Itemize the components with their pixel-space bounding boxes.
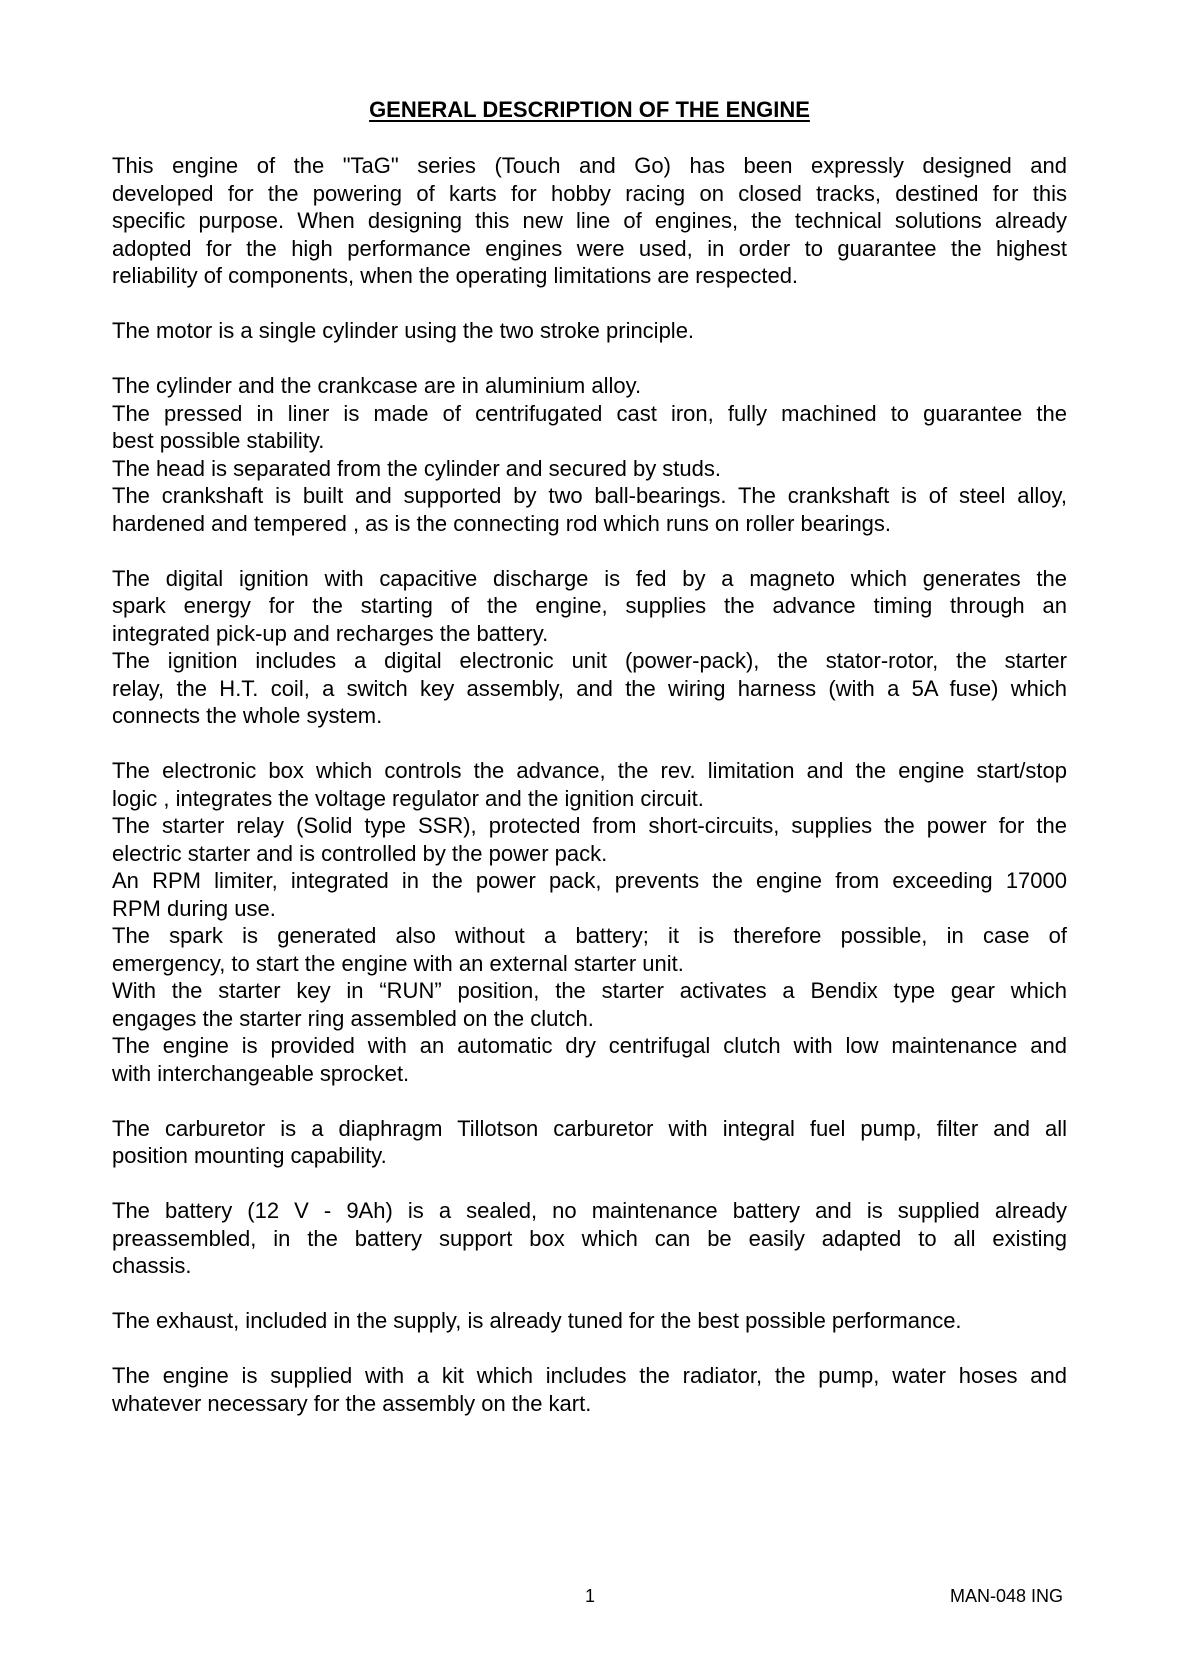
text-line: RPM during use. [112,895,276,921]
text-line: electric starter and is controlled by the power pack. [112,840,608,866]
paragraph [112,1197,1067,1280]
text-line: This engine of the "TaG" series (Touch and Go) has been expressly designed and [112,153,1067,178]
text-line: preassembled, in the battery support box which can be easily adapted to all existing [112,1225,1067,1251]
text-line: The crankshaft is built and supported by two ball-bearings. The crankshaft is of steel alloy, [112,483,1067,508]
paragraph-group [112,757,1067,1087]
paragraph [112,922,1067,977]
paragraph [112,152,1067,290]
text-line: engages the starter ring assembled on the clutch. [112,1005,594,1031]
text-line: hardened and tempered , as is the connecting rod which runs on roller bearings. [112,510,892,536]
paragraph [112,867,1067,922]
text-line: with interchangeable sprocket. [112,1060,410,1086]
paragraph-group [112,372,1067,537]
text-line: The ignition includes a digital electronic unit (power-pack), the stator-rotor, the starter [112,648,1067,673]
text-line: specific purpose. When designing this new line of engines, the technical solutions already [112,208,1067,233]
text-line: integrated pick-up and recharges the battery. [112,620,549,646]
paragraph [112,812,1067,867]
paragraph-group [112,152,1067,290]
paragraph [112,455,1067,483]
text-line: The electronic box which controls the advance, the rev. limitation and the engine start/stop [112,758,1067,783]
text-line: The engine is supplied with a kit which includes the radiator, the pump, water hoses and [112,1363,1067,1388]
page-title: GENERAL DESCRIPTION OF THE ENGINE [369,97,810,122]
text-line: The starter relay (Solid type SSR), protected from short-circuits, supplies the power for the [112,813,1067,838]
document-code: MAN-048 ING [949,1586,1063,1606]
text-line: reliability of components, when the operating limitations are respected. [112,263,799,288]
paragraph [112,1115,1067,1170]
paragraph [112,977,1067,1032]
text-line: developed for the powering of karts for hobby racing on closed tracks, destined for this [112,180,1067,206]
paragraph-group [112,317,1067,345]
paragraph-group [112,1362,1067,1417]
paragraph [112,757,1067,812]
text-line: The battery (12 V - 9Ah) is a sealed, no maintenance battery and is supplied already [112,1198,1067,1223]
paragraph [112,482,1067,537]
text-line: whatever necessary for the assembly on the kart. [112,1390,592,1416]
text-line: The head is separated from the cylinder and secured by studs. [112,455,722,481]
paragraph-group [112,1307,1067,1335]
document-body [112,152,1067,1445]
text-line: best possible stability. [112,428,325,453]
paragraph [112,400,1067,455]
paragraph [112,565,1067,648]
text-line: adopted for the high performance engines were used, in order to guarantee the highest [112,235,1067,261]
paragraph-group [112,1115,1067,1170]
page-number: 1 [585,1586,596,1606]
text-line: connects the whole system. [112,703,383,728]
text-line: An RPM limiter, integrated in the power pack, prevents the engine from exceeding 17000 [112,868,1067,893]
text-line: The engine is provided with an automatic dry centrifugal clutch with low maintenance and [112,1033,1067,1058]
text-line: The motor is a single cylinder using the two stroke principle. [112,318,695,343]
text-line: spark energy for the starting of the engine, supplies the advance timing through an [112,593,1067,618]
paragraph-group [112,565,1067,730]
paragraph [112,1032,1067,1087]
paragraph [112,1307,1067,1335]
text-line: chassis. [112,1253,192,1278]
text-line: The carburetor is a diaphragm Tillotson carburetor with integral fuel pump, filter and all [112,1115,1067,1141]
text-line: position mounting capability. [112,1143,387,1168]
text-line: The cylinder and the crankcase are in aluminium alloy. [112,373,642,398]
paragraph [112,317,1067,345]
text-line: The pressed in liner is made of centrifugated cast iron, fully machined to guarantee the [112,400,1067,426]
paragraph [112,647,1067,730]
paragraph [112,372,1067,400]
text-line: relay, the H.T. coil, a switch key assembly, and the wiring harness (with a 5A fuse) which [112,675,1067,701]
text-line: The spark is generated also without a battery; it is therefore possible, in case of [112,923,1067,948]
text-line: The digital ignition with capacitive discharge is fed by a magneto which generates the [112,565,1067,591]
paragraph [112,1362,1067,1417]
text-line: The exhaust, included in the supply, is already tuned for the best possible performance. [112,1308,962,1333]
paragraph-group [112,1197,1067,1280]
text-line: emergency, to start the engine with an external starter unit. [112,950,684,976]
text-line: With the starter key in “RUN” position, the starter activates a Bendix type gear which [112,978,1067,1003]
text-line: logic , integrates the voltage regulator and the ignition circuit. [112,785,704,811]
